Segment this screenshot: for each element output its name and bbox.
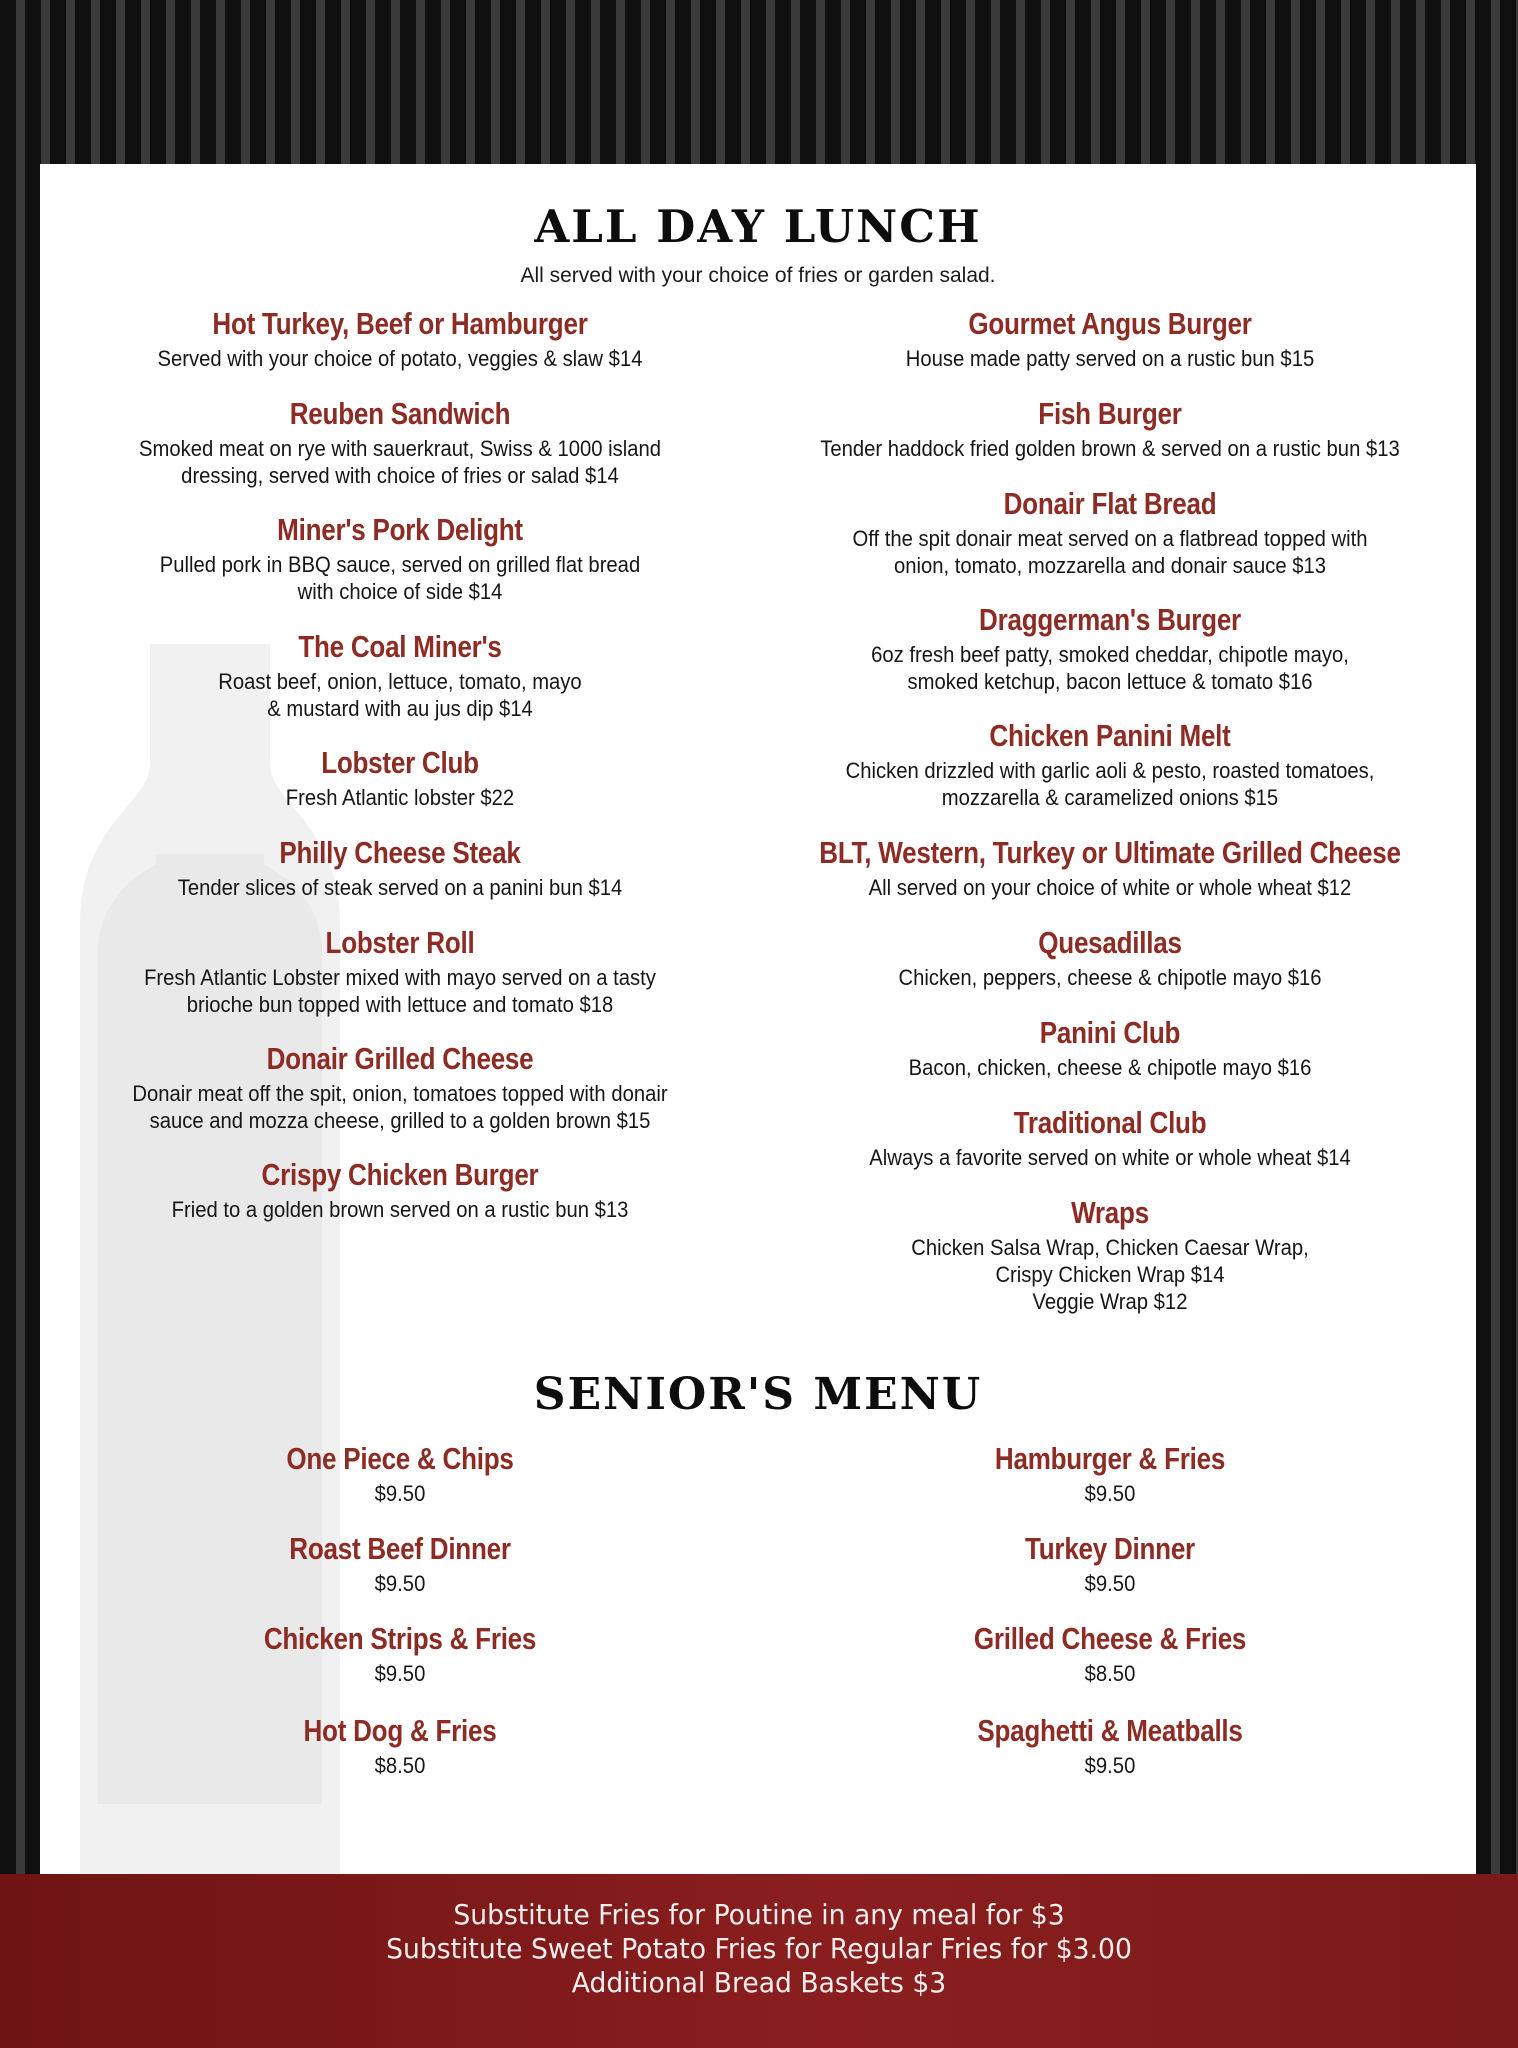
menu-item bbox=[50, 1040, 750, 1134]
item-description: Always a favorite served on white or whole wheat $14 bbox=[869, 1145, 1351, 1170]
item-name: Wraps bbox=[1071, 1195, 1149, 1230]
senior-menu-item bbox=[760, 1712, 1460, 1779]
menu-item bbox=[50, 924, 750, 1018]
item-name: The Coal Miner's bbox=[298, 629, 502, 664]
item-description: House made patty served on a rustic bun $15 bbox=[905, 346, 1315, 371]
menu-page bbox=[40, 164, 1476, 1874]
item-name: Chicken Strips & Fries bbox=[263, 1621, 537, 1656]
item-name: Quesadillas bbox=[1038, 925, 1182, 960]
menu-item bbox=[760, 601, 1460, 695]
senior-menu-item bbox=[760, 1530, 1460, 1597]
item-name: Donair Flat Bread bbox=[1003, 486, 1217, 521]
item-description: Chicken Salsa Wrap, Chicken Caesar Wrap, Crispy Chicken Wrap $14 Veggie Wrap $12 bbox=[911, 1235, 1309, 1314]
item-price: $9.50 bbox=[1084, 1571, 1136, 1596]
item-name: Lobster Roll bbox=[325, 925, 475, 960]
item-name: One Piece & Chips bbox=[286, 1441, 514, 1476]
item-description: Chicken, peppers, cheese & chipotle mayo $16 bbox=[898, 965, 1322, 990]
item-price: $9.50 bbox=[1084, 1753, 1136, 1778]
menu-item bbox=[760, 395, 1460, 462]
item-price: $9.50 bbox=[374, 1481, 426, 1506]
item-price: $8.50 bbox=[1084, 1661, 1136, 1686]
seniors-menu-title: SENIOR'S MENU bbox=[533, 1369, 983, 1420]
menu-item bbox=[50, 305, 750, 372]
menu-item bbox=[760, 834, 1460, 901]
item-price: $9.50 bbox=[1084, 1481, 1136, 1506]
item-name: Donair Grilled Cheese bbox=[266, 1041, 534, 1076]
menu-item bbox=[50, 1156, 750, 1223]
item-name: Grilled Cheese & Fries bbox=[973, 1621, 1247, 1656]
item-description: Donair meat off the spit, onion, tomatoes topped with donair sauce and mozza cheese, grilled to a golden brown $15 bbox=[132, 1081, 668, 1133]
item-description: Fresh Atlantic lobster $22 bbox=[285, 785, 515, 810]
item-name: BLT, Western, Turkey or Ultimate Grilled Cheese bbox=[819, 835, 1401, 870]
menu-item bbox=[760, 924, 1460, 991]
item-description: Smoked meat on rye with sauerkraut, Swiss & 1000 island dressing, served with choice of fries or salad $14 bbox=[138, 436, 661, 488]
item-name: Crispy Chicken Burger bbox=[261, 1157, 539, 1192]
senior-menu-item bbox=[50, 1530, 750, 1597]
item-name: Hot Turkey, Beef or Hamburger bbox=[212, 306, 588, 341]
item-description: Roast beef, onion, lettuce, tomato, mayo & mustard with au jus dip $14 bbox=[218, 669, 582, 721]
item-name: Chicken Panini Melt bbox=[989, 718, 1231, 753]
senior-menu-item bbox=[50, 1620, 750, 1687]
item-name: Fish Burger bbox=[1038, 396, 1182, 431]
item-description: 6oz fresh beef patty, smoked cheddar, chipotle mayo, smoked ketchup, bacon lettuce & tomato $16 bbox=[871, 642, 1349, 694]
item-name: Roast Beef Dinner bbox=[289, 1531, 511, 1566]
item-price: $9.50 bbox=[374, 1571, 426, 1596]
item-price: $9.50 bbox=[374, 1661, 426, 1686]
menu-item bbox=[50, 395, 750, 489]
menu-item bbox=[760, 1194, 1460, 1315]
item-description: Fresh Atlantic Lobster mixed with mayo served on a tasty brioche bun topped with lettuce and tomato $18 bbox=[144, 965, 656, 1017]
item-name: Miner's Pork Delight bbox=[277, 512, 523, 547]
item-description: Fried to a golden brown served on a rustic bun $13 bbox=[171, 1197, 629, 1222]
item-name: Traditional Club bbox=[1013, 1105, 1207, 1140]
item-name: Hamburger & Fries bbox=[994, 1441, 1226, 1476]
item-description: Tender slices of steak served on a panini bun $14 bbox=[177, 875, 623, 900]
item-name: Spaghetti & Meatballs bbox=[977, 1713, 1243, 1748]
menu-item bbox=[760, 305, 1460, 372]
footer-line: Substitute Fries for Poutine in any meal for $3 bbox=[453, 1898, 1065, 1931]
menu-item bbox=[760, 1104, 1460, 1171]
senior-menu-item bbox=[50, 1712, 750, 1779]
item-name: Draggerman's Burger bbox=[979, 602, 1241, 637]
item-name: Philly Cheese Steak bbox=[279, 835, 521, 870]
menu-item bbox=[50, 511, 750, 605]
item-price: $8.50 bbox=[374, 1753, 426, 1778]
menu-item bbox=[760, 717, 1460, 811]
menu-item bbox=[760, 485, 1460, 579]
item-description: Tender haddock fried golden brown & served on a rustic bun $13 bbox=[820, 436, 1400, 461]
item-name: Panini Club bbox=[1039, 1015, 1181, 1050]
item-name: Reuben Sandwich bbox=[289, 396, 511, 431]
all-day-lunch-subtitle: All served with your choice of fries or garden salad. bbox=[520, 264, 996, 287]
item-description: Chicken drizzled with garlic aoli & pesto, roasted tomatoes, mozzarella & caramelized onions $15 bbox=[845, 758, 1375, 810]
item-name: Lobster Club bbox=[321, 745, 479, 780]
item-name: Hot Dog & Fries bbox=[303, 1713, 497, 1748]
substitutions-footer bbox=[0, 1874, 1518, 2048]
menu-item bbox=[50, 744, 750, 811]
footer-line: Substitute Sweet Potato Fries for Regular Fries for $3.00 bbox=[386, 1932, 1132, 1965]
item-description: All served on your choice of white or whole wheat $12 bbox=[868, 875, 1352, 900]
senior-menu-item bbox=[760, 1620, 1460, 1687]
menu-item bbox=[50, 834, 750, 901]
menu-item bbox=[50, 628, 750, 722]
item-name: Turkey Dinner bbox=[1025, 1531, 1195, 1566]
item-name: Gourmet Angus Burger bbox=[968, 306, 1252, 341]
item-description: Pulled pork in BBQ sauce, served on grilled flat bread with choice of side $14 bbox=[159, 552, 641, 604]
senior-menu-item bbox=[760, 1440, 1460, 1507]
menu-item bbox=[760, 1014, 1460, 1081]
all-day-lunch-title: ALL DAY LUNCH bbox=[534, 200, 982, 253]
item-description: Bacon, chicken, cheese & chipotle mayo $16 bbox=[908, 1055, 1312, 1080]
senior-menu-item bbox=[50, 1440, 750, 1507]
footer-line: Additional Bread Baskets $3 bbox=[571, 1966, 947, 1999]
item-description: Off the spit donair meat served on a flatbread topped with onion, tomato, mozzarella and donair sauce $13 bbox=[852, 526, 1368, 578]
item-description: Served with your choice of potato, veggies & slaw $14 bbox=[157, 346, 643, 371]
